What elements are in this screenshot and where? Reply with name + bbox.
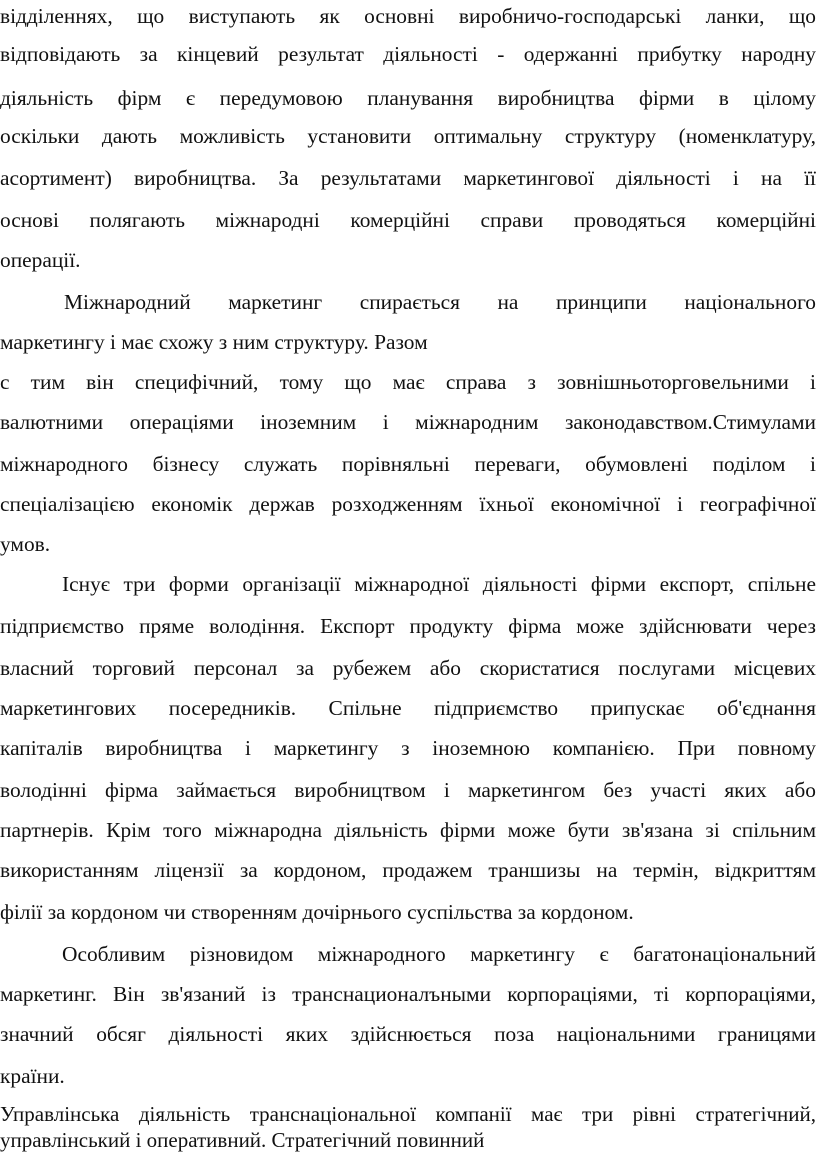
text-line: операції. <box>0 248 81 272</box>
text-line: с тим він специфічний, тому що має справа з зовнішньоторговельними і <box>0 370 816 394</box>
text-line: капіталів виробництва і маркетингу з іноземною компанією. При повному <box>0 736 816 760</box>
text-line: управлінський і оперативний. Стратегічний повинний <box>0 1128 485 1152</box>
text-line: спеціалізацією економік держав розходженням їхньої економічної і географічної <box>0 492 816 516</box>
text-line: підприємство пряме володіння. Експорт продукту фірма може здійснювати через <box>0 614 816 638</box>
text-line: міжнародного бізнесу служать порівняльні переваги, обумовлені поділом і <box>0 452 816 476</box>
text-line: використанням ліцензії за кордоном, продажем траншизы на термін, відкриттям <box>0 858 816 882</box>
text-line: асортимент) виробництва. За результатами маркетингової діяльності і на її <box>0 166 816 190</box>
text-line: відділеннях, що виступають як основні виробничо-господарські ланки, що <box>0 4 816 28</box>
text-line: Міжнародний маркетинг спирається на принципи національного <box>64 290 816 314</box>
text-line: оскільки дають можливість установити оптимальну структуру (номенклатуру, <box>0 124 816 148</box>
text-line: власний торговий персонал за рубежем або скористатися послугами місцевих <box>0 656 816 680</box>
text-line: Особливим різновидом міжнародного маркетингу є багатонаціональний <box>62 942 816 966</box>
text-line: значний обсяг діяльності яких здійснюється поза національними границями <box>0 1022 816 1046</box>
text-line: володінні фірма займається виробництвом і маркетингом без участі яких або <box>0 778 816 802</box>
text-line: валютними операціями іноземним і міжнародним законодавством.Стимулами <box>0 410 816 434</box>
text-line: діяльність фірм є передумовою планування виробництва фірми в цілому <box>0 86 816 110</box>
text-line: країни. <box>0 1064 65 1088</box>
text-line: відповідають за кінцевий результат діяльності - одержанні прибутку народну <box>0 42 816 66</box>
text-line: Управлінська діяльність транснаціональної компанії має три рівні стратегічний, <box>0 1102 816 1126</box>
text-line: маркетингу і має схожу з ним структуру. Разом <box>0 330 428 354</box>
text-line: Існує три форми організації міжнародної діяльності фірми експорт, спільне <box>62 572 816 596</box>
text-line: маркетингових посередників. Спільне підприємство припускає об'єднання <box>0 696 816 720</box>
text-line: партнерів. Крім того міжнародна діяльність фірми може бути зв'язана зі спільним <box>0 818 816 842</box>
text-line: умов. <box>0 532 51 556</box>
text-line: основі полягають міжнародні комерційні справи проводяться комерційні <box>0 208 816 232</box>
text-line: маркетинг. Він зв'язаний із транснационалъными корпораціями, ті корпораціями, <box>0 982 816 1006</box>
text-line: філії за кордоном чи створенням дочірнього суспільства за кордоном. <box>0 900 634 924</box>
